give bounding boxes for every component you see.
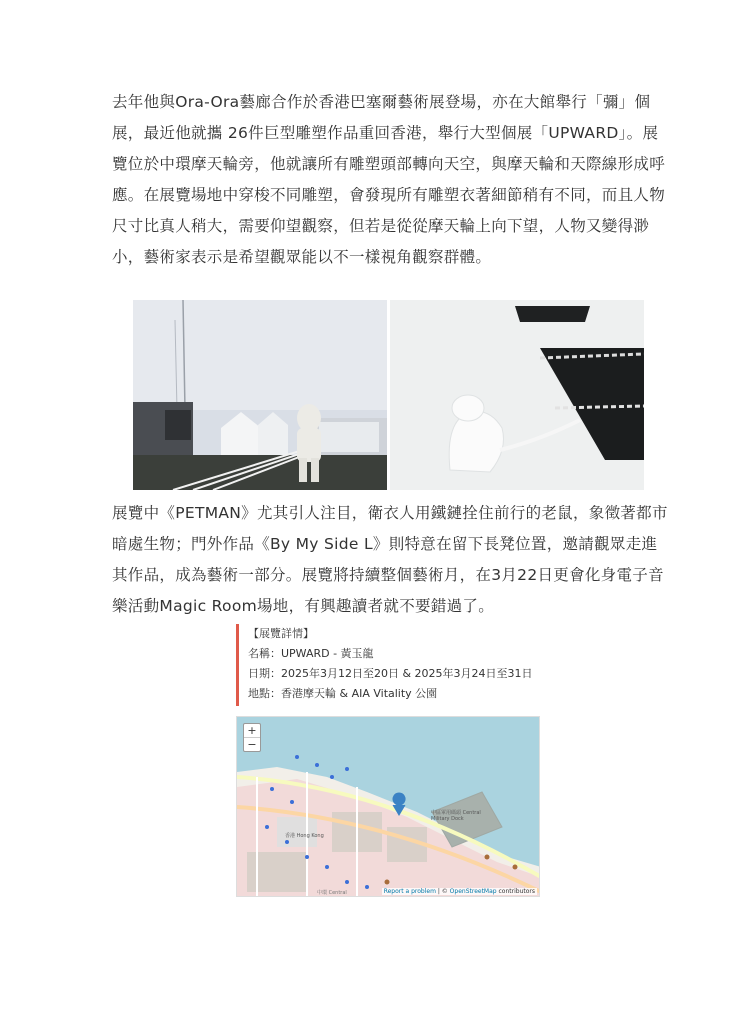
exhibition-photo-sculpture <box>133 300 387 490</box>
details-venue: 地點：香港摩天輪 & AIA Vitality 公園 <box>248 687 438 700</box>
details-date: 日期：2025年3月12日至20日 & 2025年3月24日至31日 <box>248 667 533 680</box>
map-label-hk: 香港 Hong Kong <box>285 833 324 839</box>
zoom-in-button[interactable]: + <box>247 724 257 737</box>
map-label-dock: 中區軍用碼頭 Central Military Dock <box>431 810 481 822</box>
article-paragraph-1: 去年他與Ora-Ora藝廊合作於香港巴塞爾藝術展登場，亦在大館舉行「彌」個展，最近他就攜 26件巨型雕塑作品重回香港，舉行大型個展「UPWARD」。展覽位於中環摩天輪旁，他就讓所有雕塑頭部轉向天空，與摩天輪和天際線形成呼應。在展覽場地中穿梭不同雕塑，會發現所有雕塑衣著細節稍有不同，而且人物尺寸比真人稍大，需要仰望觀察，但若是從從摩天輪上向下望，人物又變得渺小，藝術家表示是希望觀眾能以不一樣視角觀察群體。 <box>112 93 666 266</box>
report-problem-link[interactable]: Report a problem <box>383 888 436 895</box>
osm-link[interactable]: OpenStreetMap <box>449 888 497 895</box>
location-map[interactable] <box>236 716 540 897</box>
details-name: 名稱：UPWARD - 黃玉龍 <box>248 647 374 660</box>
map-zoom-control[interactable] <box>243 723 261 752</box>
article-paragraph-2: 展覽中《PETMAN》尤其引人注目，衛衣人用鐵鏈拴住前行的老鼠，象徵著都市暗處生物；門外作品《By My Side L》則特意在留下長凳位置，邀請觀眾走進其作品，成為藝術一部分。展覽將持續整個藝術月，在3月22日更會化身電子音樂活動Magic Room場地，有興趣讀者就不要錯過了。 <box>112 504 668 615</box>
exhibition-details-box <box>236 624 546 706</box>
exhibition-photo-rat <box>390 300 644 490</box>
map-label-central: 中環 Central <box>317 890 347 896</box>
zoom-out-button[interactable]: − <box>244 737 260 751</box>
details-heading: 【展覽詳情】 <box>248 627 314 640</box>
map-attribution: Report a problem | © OpenStreetMap contributors <box>383 888 535 895</box>
